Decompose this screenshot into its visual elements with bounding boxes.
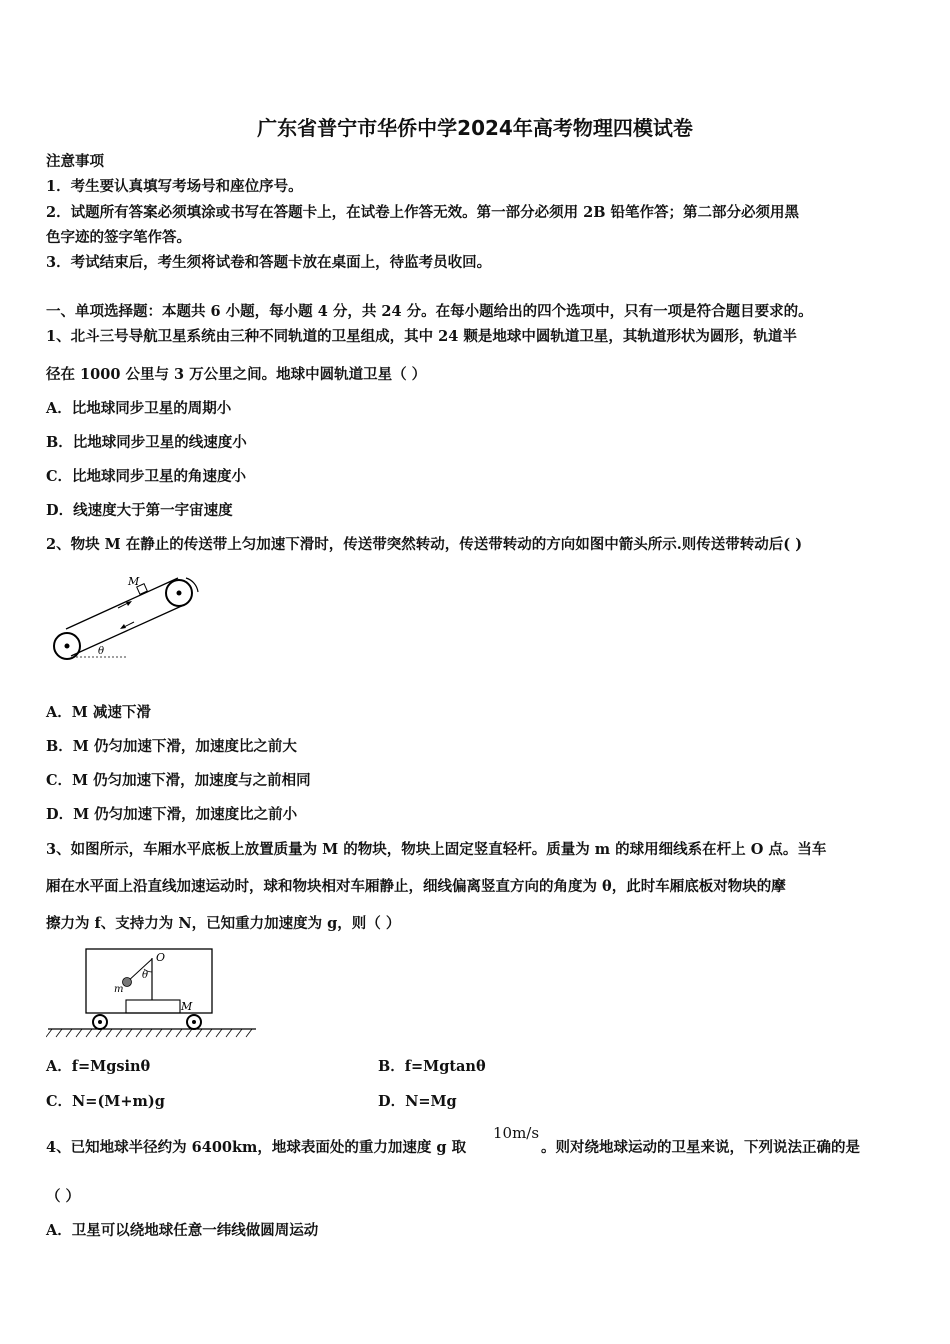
q4-stem-part1: 4、已知地球半径约为 6400km，地球表面处的重力加速度 g 取: [46, 1139, 467, 1156]
notice-item-3: 3．考试结束后，考生须将试卷和答题卡放在桌面上，待监考员收回。: [46, 254, 492, 271]
notice-item-1: 1．考生要认真填写考场号和座位序号。: [46, 178, 303, 195]
point-o-label: O: [156, 951, 166, 964]
q3-stem-line1: 3、如图所示，车厢水平底板上放置质量为 M 的物块，物块上固定竖直轻杆。质量为 m 的球用细线系在杆上 O 点。当车: [46, 841, 827, 858]
theta-label: θ: [142, 970, 149, 981]
q1-stem-line2: 径在 1000 公里与 3 万公里之间。地球中圆轨道卫星（ ）: [46, 366, 427, 383]
q1-option-b: B．比地球同步卫星的线速度小: [46, 434, 247, 451]
q2-option-a: A．M 减速下滑: [46, 704, 151, 721]
q1-option-a: A．比地球同步卫星的周期小: [46, 400, 232, 417]
q2-option-b: B．M 仍匀加速下滑，加速度比之前大: [46, 738, 297, 755]
railcar-figure: [46, 945, 261, 1040]
q1-stem-line1: 1、北斗三号导航卫星系统由三种不同轨道的卫星组成，其中 24 颗是地球中圆轨道卫星，其轨道形状为圆形，轨道半: [46, 328, 797, 345]
q2-option-d: D．M 仍匀加速下滑，加速度比之前小: [46, 806, 298, 823]
q4-gravity-unit: 10m/s: [493, 1124, 540, 1142]
q4-answer-blank: （ ）: [46, 1188, 81, 1205]
q3-option-a: A．f=Mgsinθ: [46, 1058, 151, 1075]
angle-label: θ: [98, 646, 105, 657]
q3-stem-line2: 厢在水平面上沿直线加速运动时，球和物块相对车厢静止，细线偏离竖直方向的角度为 θ，此时车厢底板对物块的摩: [46, 878, 786, 895]
conveyor-belt-figure: [46, 568, 226, 668]
ball-m-label: m: [114, 984, 124, 995]
section-heading: 一、单项选择题：本题共 6 小题，每小题 4 分，共 24 分。在每小题给出的四个选项中，只有一项是符合题目要求的。: [46, 303, 813, 320]
block-M-label: M: [181, 1000, 193, 1013]
notice-item-2: 2．试题所有答案必须填涂或书写在答题卡上，在试卷上作答无效。第一部分必须用 2B 铅笔作答；第二部分必须用黑: [46, 204, 800, 221]
q3-option-b: B．f=Mgtanθ: [378, 1058, 486, 1075]
notice-heading: 注意事项: [46, 153, 104, 170]
page-title: 广东省普宁市华侨中学2024年高考物理四模试卷: [257, 116, 693, 140]
q4-option-a: A．卫星可以绕地球任意一纬线做圆周运动: [46, 1222, 319, 1239]
q4-stem-part2: 。则对绕地球运动的卫星来说，下列说法正确的是: [541, 1139, 860, 1156]
q2-option-c: C．M 仍匀加速下滑，加速度与之前相同: [46, 772, 311, 789]
q2-stem: 2、物块 M 在静止的传送带上匀加速下滑时，传送带突然转动，传送带转动的方向如图中箭头所示.则传送带转动后( ): [46, 536, 803, 553]
q3-option-d: D．N=Mg: [378, 1093, 457, 1110]
q3-option-c: C．N=(M+m)g: [46, 1093, 165, 1110]
q3-stem-line3: 擦力为 f、支持力为 N，已知重力加速度为 g，则（ ）: [46, 915, 401, 932]
q1-option-c: C．比地球同步卫星的角速度小: [46, 468, 247, 485]
notice-item-2-cont: 色字迹的签字笔作答。: [46, 229, 191, 246]
mass-label: M: [128, 575, 140, 588]
q1-option-d: D．线速度大于第一宇宙速度: [46, 502, 233, 519]
